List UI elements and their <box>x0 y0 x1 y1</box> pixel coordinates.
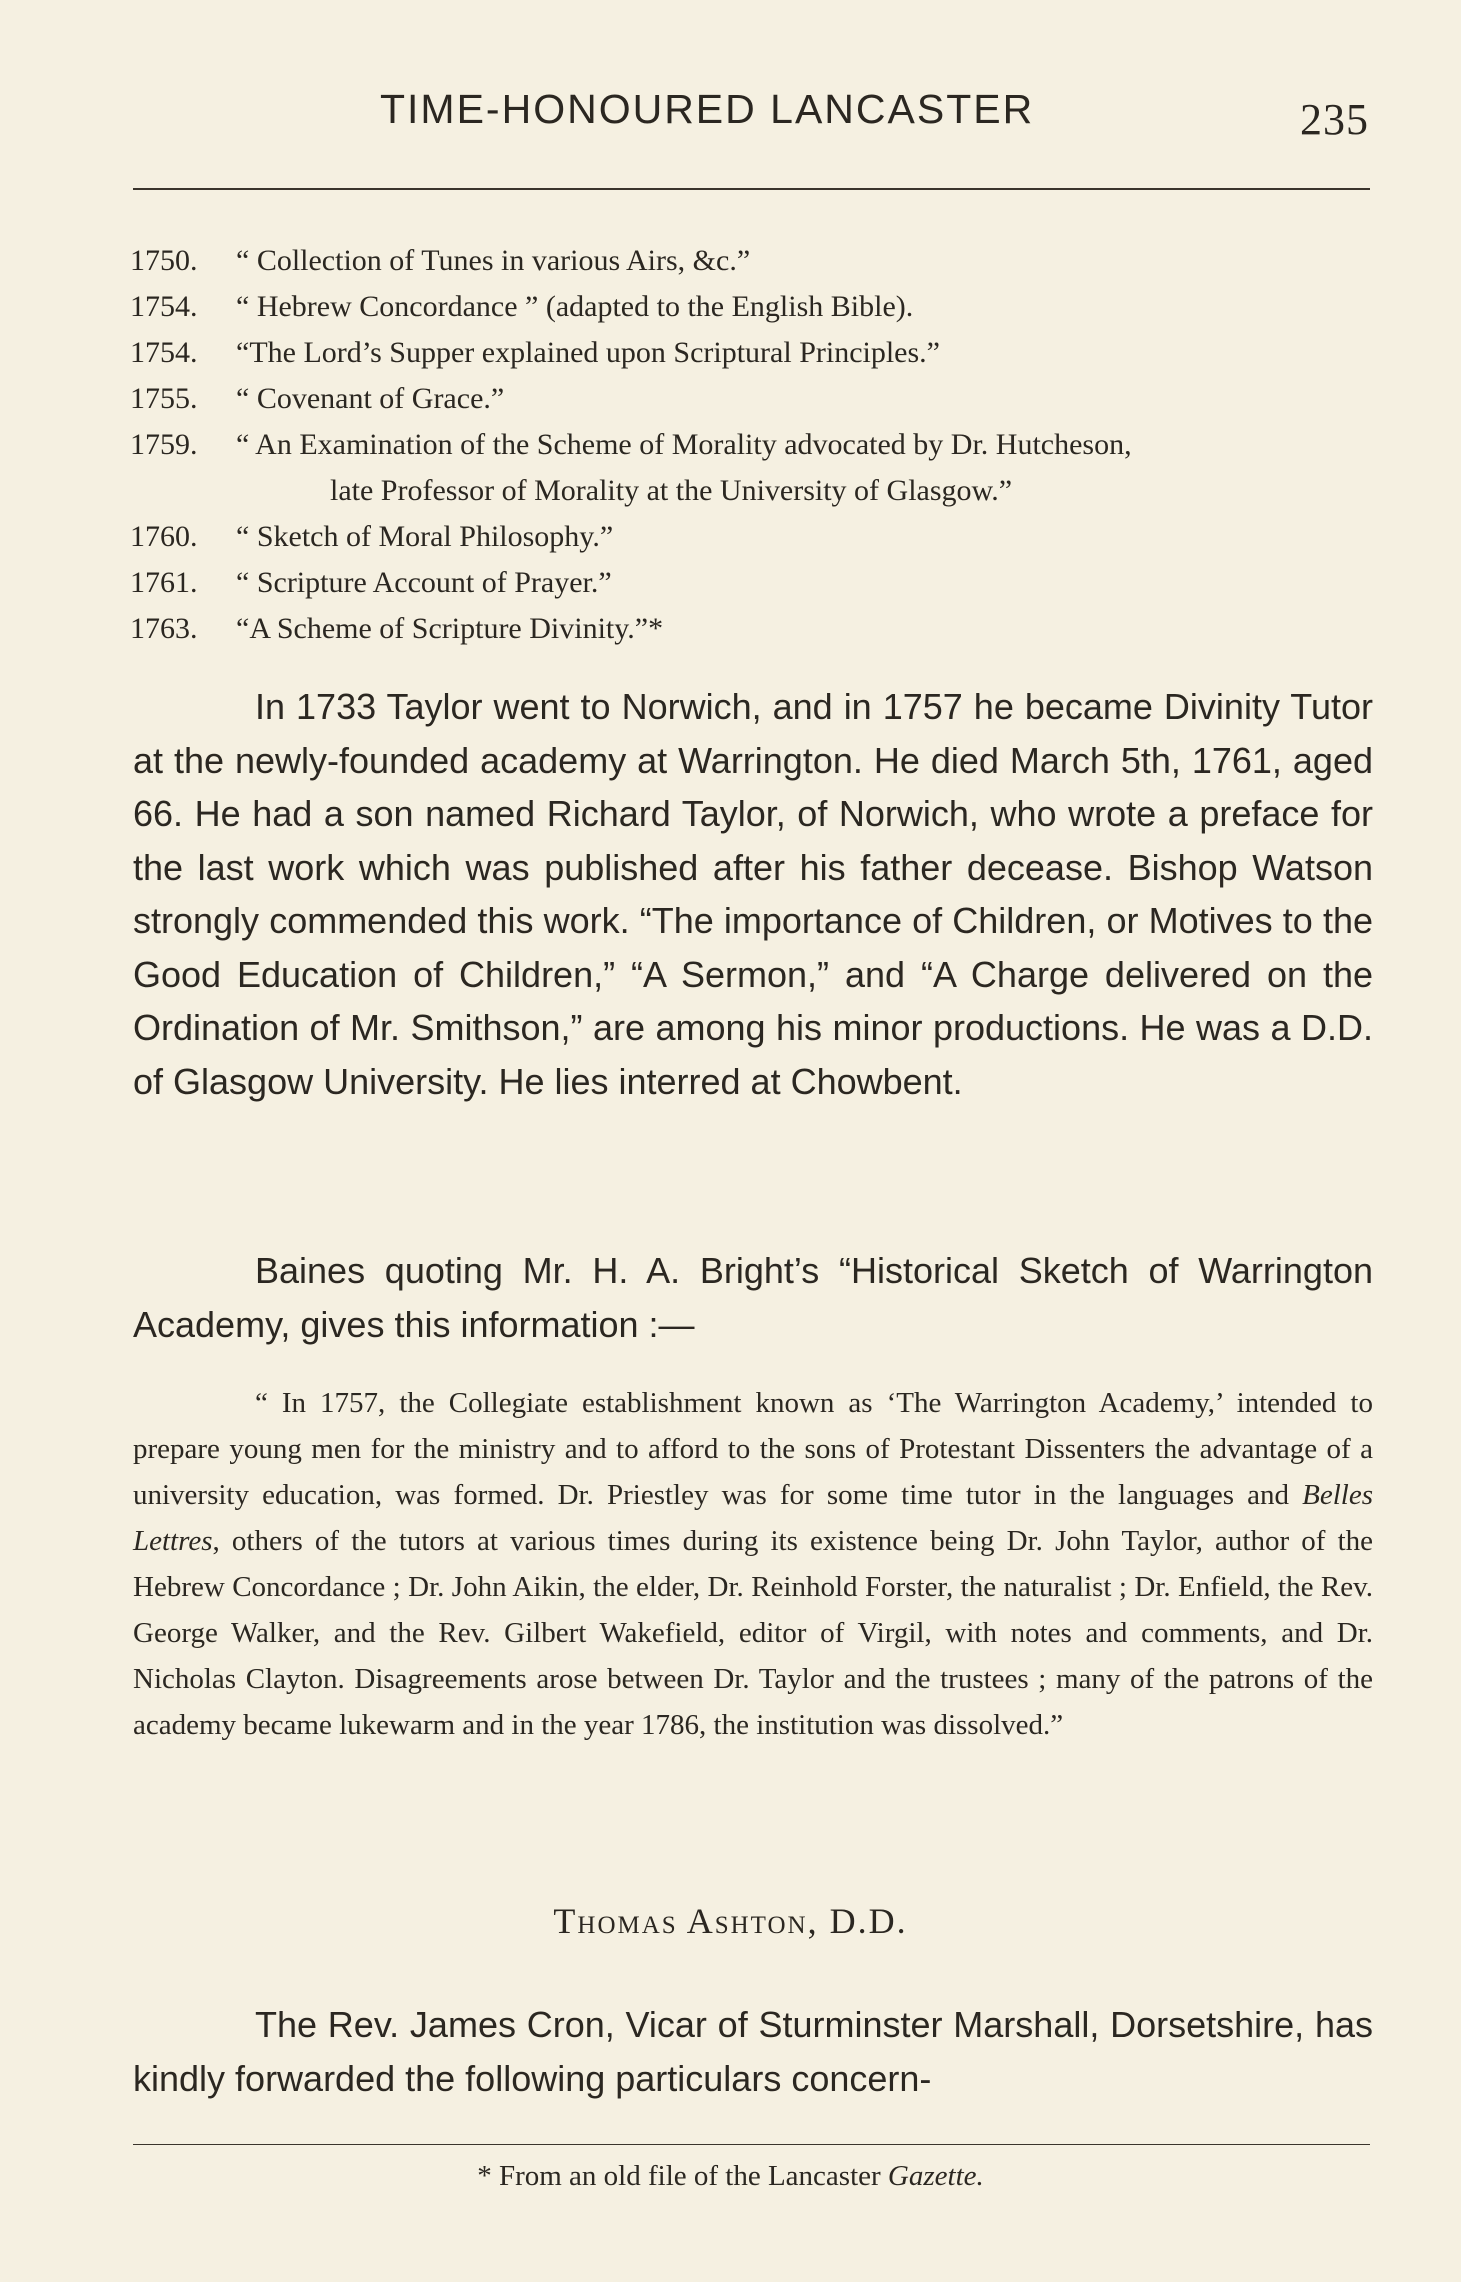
quote-text-end: , others of the tutors at various times during its existence being Dr. John Taylor, author of the Hebrew Concordance ; Dr. John Aikin, the elder, Dr. Reinhold Forster, the naturalist ; Dr. Enfield, the Rev. George Walker, and the Rev. Gilbert Wakefield, editor of Virgil, with notes and comments, and Dr. Nicholas Clayton. Disagreements arose between Dr. Taylor and the trustees ; many of the patrons of the academy became lukewarm and in the year 1786, the institution was dissolved.” <box>133 1525 1373 1741</box>
quote-italic-title: Belles Lettres <box>133 1479 1373 1557</box>
work-title: “ Scripture Account of Prayer.” <box>236 566 612 599</box>
work-entry <box>130 330 1380 376</box>
work-title: “ Covenant of Grace.” <box>236 382 505 415</box>
page-number: 235 <box>1300 95 1369 144</box>
work-year: 1755. <box>130 382 198 415</box>
paragraph-cron: The Rev. James Cron, Vicar of Sturminster Marshall, Dorsetshire, has kindly forwarded the following particulars concern- <box>133 2004 1373 2099</box>
work-title: “ Collection of Tunes in various Airs, &c.” <box>236 244 751 277</box>
running-title: TIME-HONOURED LANCASTER <box>380 86 1035 132</box>
works-list <box>130 238 1380 652</box>
quote-text-start: “ In 1757, the Collegiate establishment known as ‘The Warrington Academy,’ intended to prepare young men for the ministry and to afford to the sons of Protestant Dissenters the advantage of a university education, was formed. Dr. Priestley was for some time tutor in the languages and <box>133 1387 1373 1511</box>
work-title: “A Scheme of Scripture Divinity.”* <box>236 612 664 645</box>
work-title: “The Lord’s Supper explained upon Scriptural Principles.” <box>236 336 940 369</box>
block-quote-warrington-academy <box>133 1380 1373 1748</box>
footnote-text: * From an old file of the Lancaster <box>477 2160 888 2192</box>
work-year: 1754. <box>130 336 198 369</box>
work-title: “ Hebrew Concordance ” (adapted to the English Bible). <box>236 290 914 323</box>
work-year: 1763. <box>130 612 198 645</box>
work-year: 1760. <box>130 520 198 553</box>
footnote-italic: Gazette. <box>887 2160 984 2192</box>
running-head <box>0 86 1461 146</box>
footnote <box>0 2160 1461 2193</box>
paragraph-taylor-biography: In 1733 Taylor went to Norwich, and in 1757 he became Divinity Tutor at the newly-founded academy at Warrington. He died March 5th, 1761, aged 66. He had a son named Richard Taylor, of Norwich, who wrote a preface for the last work which was published after his father decease. Bishop Watson strongly commended this work. “The importance of Children, or Motives to the Good Education of Children,” “A Sermon,” and “A Charge delivered on the Ordination of Mr. Smithson,” are among his minor productions. He was a D.D. of Glasgow University. He lies interred at Chowbent. <box>133 686 1373 1102</box>
work-title-continuation: late Professor of Morality at the University of Glasgow.” <box>330 474 1013 507</box>
work-title: “ Sketch of Moral Philosophy.” <box>236 520 614 553</box>
work-entry <box>130 422 1380 514</box>
paragraph-baines-intro: Baines quoting Mr. H. A. Bright’s “Historical Sketch of Warrington Academy, gives this information :— <box>133 1250 1373 1345</box>
work-year: 1761. <box>130 566 198 599</box>
work-entry <box>130 284 1380 330</box>
header-rule <box>133 188 1370 190</box>
work-entry <box>130 376 1380 422</box>
footnote-rule <box>133 2144 1370 2145</box>
section-heading: Thomas Ashton, D.D. <box>553 1901 908 1941</box>
work-title: “ An Examination of the Scheme of Morality advocated by Dr. Hutcheson, <box>236 428 1132 461</box>
work-entry <box>130 514 1380 560</box>
work-year: 1759. <box>130 428 198 461</box>
work-entry <box>130 560 1380 606</box>
work-entry <box>130 606 1380 652</box>
work-entry <box>130 238 1380 284</box>
work-year: 1754. <box>130 290 198 323</box>
work-year: 1750. <box>130 244 198 277</box>
